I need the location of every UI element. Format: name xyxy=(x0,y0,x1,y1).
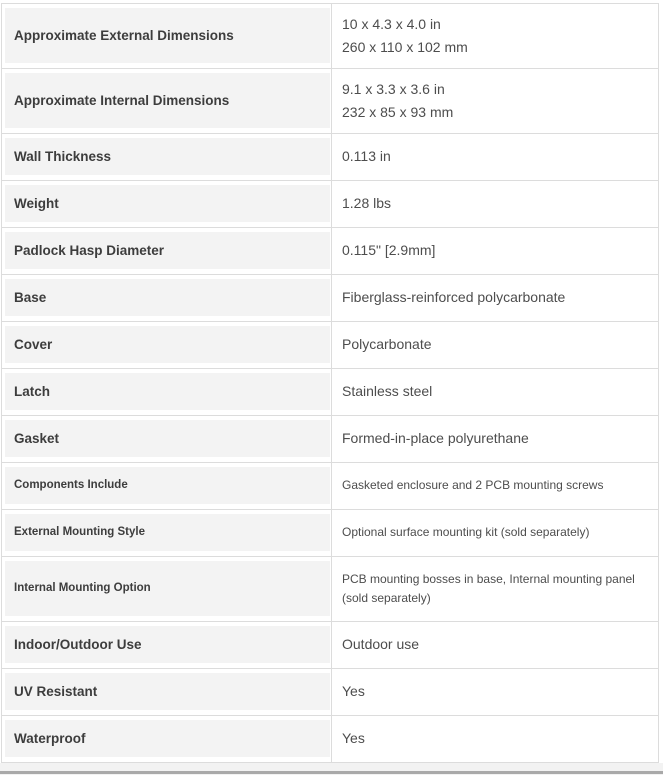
spec-value-line: 0.113 in xyxy=(342,148,391,164)
spec-value-cell xyxy=(330,720,658,757)
spec-label-cell xyxy=(5,279,330,316)
table-row xyxy=(2,716,658,763)
spec-value-line: PCB mounting bosses in base, Internal mounting panel xyxy=(342,571,635,586)
spec-label-cell xyxy=(5,138,330,175)
table-row xyxy=(2,181,658,228)
spec-label: Wall Thickness xyxy=(14,149,112,164)
spec-value-cell xyxy=(330,514,658,551)
spec-value-cell xyxy=(330,420,658,457)
spec-value-line: Gasketed enclosure and 2 PCB mounting screws xyxy=(342,478,604,492)
spec-label-cell xyxy=(5,673,330,710)
table-row xyxy=(2,557,658,622)
table-row xyxy=(2,134,658,181)
table-row xyxy=(2,669,658,716)
spec-label-cell xyxy=(5,626,330,663)
table-row xyxy=(2,416,658,463)
spec-value-line: Stainless steel xyxy=(342,383,433,399)
spec-label: Approximate Internal Dimensions xyxy=(14,93,230,108)
spec-label: Latch xyxy=(14,384,51,399)
table-row xyxy=(2,69,658,134)
spec-value-cell xyxy=(330,232,658,269)
spec-label: UV Resistant xyxy=(14,684,98,699)
spec-value-cell xyxy=(330,326,658,363)
spec-label-cell xyxy=(5,73,330,128)
spec-label: Padlock Hasp Diameter xyxy=(14,243,165,258)
spec-value-line: Yes xyxy=(342,683,365,699)
bottom-divider-bar xyxy=(0,763,663,775)
spec-label: Base xyxy=(14,290,47,305)
spec-label-cell xyxy=(5,420,330,457)
spec-label-cell xyxy=(5,561,330,616)
spec-table xyxy=(1,3,659,763)
spec-label-cell xyxy=(5,185,330,222)
spec-value-line: Yes xyxy=(342,730,365,746)
spec-label-cell xyxy=(5,8,330,63)
spec-label: Approximate External Dimensions xyxy=(14,28,234,43)
table-row xyxy=(2,622,658,669)
spec-value-line: (sold separately) xyxy=(342,590,431,605)
table-row xyxy=(2,228,658,275)
table-row xyxy=(2,275,658,322)
table-row xyxy=(2,369,658,416)
table-row xyxy=(2,510,658,557)
spec-value-cell xyxy=(330,626,658,663)
spec-label: Weight xyxy=(14,196,59,211)
spec-value-cell xyxy=(330,185,658,222)
spec-value-line: 10 x 4.3 x 4.0 in xyxy=(342,15,441,32)
spec-value-cell xyxy=(330,673,658,710)
spec-label-cell xyxy=(5,720,330,757)
spec-value-line: Fiberglass-reinforced polycarbonate xyxy=(342,289,566,305)
spec-value-line: Polycarbonate xyxy=(342,336,432,352)
spec-value-line: Optional surface mounting kit (sold separately) xyxy=(342,525,590,539)
spec-label: Waterproof xyxy=(14,731,86,746)
spec-value-line: Outdoor use xyxy=(342,636,420,652)
spec-value-cell xyxy=(330,373,658,410)
table-row xyxy=(2,463,658,510)
spec-value-line: Formed-in-place polyurethane xyxy=(342,430,529,446)
spec-label: Indoor/Outdoor Use xyxy=(14,637,142,652)
spec-label-cell xyxy=(5,467,330,504)
spec-label-cell xyxy=(5,326,330,363)
spec-value-cell xyxy=(330,138,658,175)
table-row xyxy=(2,4,658,69)
spec-label: Gasket xyxy=(14,431,60,446)
spec-label-cell xyxy=(5,514,330,551)
spec-value-line: 1.28 lbs xyxy=(342,195,392,211)
spec-label-cell xyxy=(5,373,330,410)
spec-label: Internal Mounting Option xyxy=(14,582,151,594)
spec-value-line: 260 x 110 x 102 mm xyxy=(342,38,468,55)
spec-value-line: 9.1 x 3.3 x 3.6 in xyxy=(342,80,445,97)
spec-value-cell xyxy=(330,8,658,63)
spec-label: Cover xyxy=(14,337,53,352)
table-row xyxy=(2,322,658,369)
spec-label: Components Include xyxy=(14,479,128,491)
spec-value-cell xyxy=(330,279,658,316)
spec-value-line: 232 x 85 x 93 mm xyxy=(342,103,454,120)
spec-value-cell xyxy=(330,467,658,504)
spec-value-cell xyxy=(330,73,658,128)
spec-label-cell xyxy=(5,232,330,269)
spec-value-line: 0.115" [2.9mm] xyxy=(342,242,436,258)
spec-label: External Mounting Style xyxy=(14,526,145,538)
spec-value-cell xyxy=(330,561,658,616)
bottom-divider-line xyxy=(0,771,663,774)
